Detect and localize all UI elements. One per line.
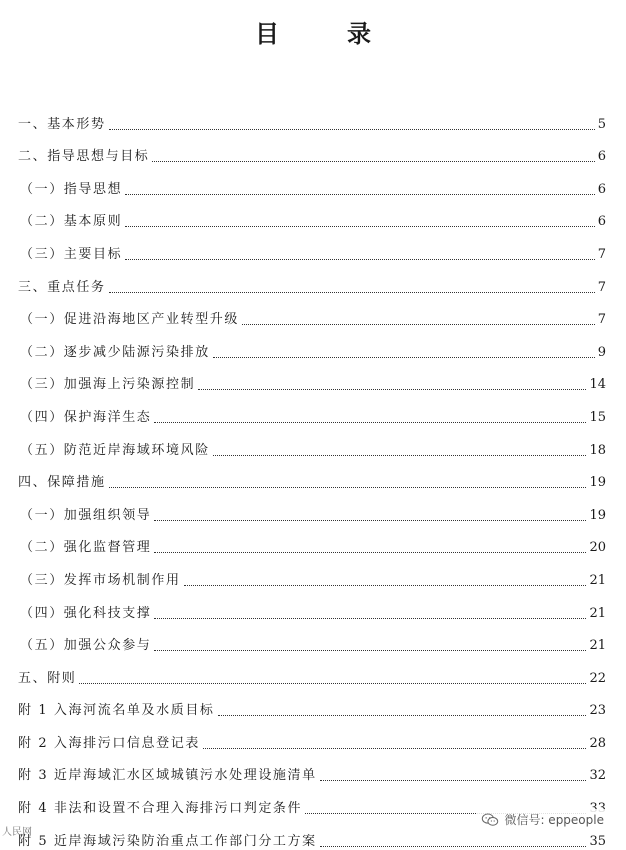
- toc-dot-leader: [154, 618, 586, 619]
- toc-dot-leader: [152, 161, 594, 162]
- table-of-contents: [18, 100, 606, 850]
- toc-page-number: 21: [589, 638, 606, 654]
- toc-entry-title: 附 4 非法和设置不合理入海排污口判定条件: [18, 801, 303, 817]
- toc-dot-leader: [198, 389, 586, 390]
- toc-page-number: 20: [589, 540, 606, 556]
- toc-dot-leader: [125, 226, 595, 227]
- toc-page-number: 14: [589, 377, 606, 393]
- toc-entry[interactable]: [18, 165, 606, 198]
- toc-entry-title: （五）加强公众参与: [20, 638, 152, 654]
- toc-dot-leader: [203, 748, 587, 749]
- toc-page-number: 23: [589, 703, 606, 719]
- toc-entry[interactable]: [18, 426, 606, 459]
- toc-entry[interactable]: [18, 752, 606, 785]
- toc-page-number: 6: [597, 214, 606, 230]
- toc-dot-leader: [242, 324, 595, 325]
- toc-entry-title: （一）促进沿海地区产业转型升级: [20, 312, 240, 328]
- toc-entry-title: 二、指导思想与目标: [18, 149, 150, 165]
- toc-page-number: 7: [597, 246, 606, 262]
- toc-entry-title: 附 2 入海排污口信息登记表: [18, 735, 200, 751]
- watermark-text: 微信号: eppeople: [504, 813, 604, 827]
- toc-page-number: 19: [589, 507, 606, 523]
- toc-page-number: 6: [597, 181, 606, 197]
- toc-dot-leader: [218, 715, 587, 716]
- toc-entry-title: （三）加强海上污染源控制: [20, 377, 196, 393]
- toc-page-number: 7: [597, 312, 606, 328]
- toc-entry-title: 附 5 近岸海域污染防治重点工作部门分工方案: [18, 833, 317, 849]
- toc-entry[interactable]: [18, 687, 606, 720]
- toc-entry-title: 五、附则: [18, 670, 77, 686]
- toc-dot-leader: [109, 487, 587, 488]
- toc-entry[interactable]: [18, 100, 606, 133]
- toc-entry-title: 附 3 近岸海域汇水区域城镇污水处理设施清单: [18, 768, 317, 784]
- toc-entry-title: （二）逐步减少陆源污染排放: [20, 344, 210, 360]
- toc-dot-leader: [154, 422, 586, 423]
- toc-entry[interactable]: [18, 263, 606, 296]
- corner-logo: 人民网: [2, 827, 32, 838]
- toc-dot-leader: [154, 552, 586, 553]
- toc-entry-title: （二）强化监督管理: [20, 540, 152, 556]
- toc-entry-title: （二）基本原则: [20, 214, 123, 230]
- toc-page-number: 7: [597, 279, 606, 295]
- toc-page-number: 19: [589, 475, 606, 491]
- toc-page-number: 18: [589, 442, 606, 458]
- toc-entry[interactable]: [18, 198, 606, 231]
- toc-dot-leader: [184, 585, 587, 586]
- toc-entry[interactable]: [18, 361, 606, 394]
- toc-entry[interactable]: [18, 328, 606, 361]
- toc-entry-title: 三、重点任务: [18, 279, 106, 295]
- toc-dot-leader: [154, 650, 586, 651]
- toc-entry[interactable]: [18, 230, 606, 263]
- toc-dot-leader: [79, 683, 586, 684]
- toc-entry-title: （四）强化科技支撑: [20, 605, 152, 621]
- toc-entry[interactable]: [18, 491, 606, 524]
- toc-entry[interactable]: [18, 556, 606, 589]
- toc-entry-title: （一）指导思想: [20, 181, 123, 197]
- toc-dot-leader: [320, 846, 587, 847]
- toc-entry[interactable]: [18, 622, 606, 655]
- wechat-icon: [481, 813, 499, 827]
- toc-dot-leader: [125, 259, 595, 260]
- toc-dot-leader: [109, 129, 595, 130]
- toc-entry-title: 一、基本形势: [18, 116, 106, 132]
- toc-page-number: 9: [597, 344, 606, 360]
- toc-entry[interactable]: [18, 589, 606, 622]
- toc-page-number: 5: [597, 116, 606, 132]
- toc-entry-title: （一）加强组织领导: [20, 507, 152, 523]
- toc-entry[interactable]: [18, 654, 606, 687]
- toc-page-number: 21: [589, 605, 606, 621]
- toc-entry-title: 附 1 入海河流名单及水质目标: [18, 703, 215, 719]
- document-title: 目 录: [255, 20, 393, 48]
- toc-entry[interactable]: [18, 459, 606, 492]
- toc-entry[interactable]: [18, 296, 606, 329]
- toc-entry[interactable]: [18, 524, 606, 557]
- toc-entry[interactable]: [18, 133, 606, 166]
- toc-dot-leader: [213, 455, 587, 456]
- toc-page-number: 28: [589, 735, 606, 751]
- toc-entry-title: （四）保护海洋生态: [20, 409, 152, 425]
- toc-dot-leader: [125, 194, 595, 195]
- toc-page-number: 21: [589, 572, 606, 588]
- toc-page-number: 32: [589, 768, 606, 784]
- toc-dot-leader: [154, 520, 586, 521]
- toc-entry[interactable]: [18, 393, 606, 426]
- wechat-watermark: [477, 809, 608, 830]
- toc-page-number: 35: [589, 833, 606, 849]
- toc-dot-leader: [109, 292, 595, 293]
- toc-dot-leader: [213, 357, 595, 358]
- toc-page-number: 6: [597, 149, 606, 165]
- toc-dot-leader: [320, 780, 587, 781]
- toc-entry-title: （三）发挥市场机制作用: [20, 572, 181, 588]
- toc-page-number: 22: [589, 670, 606, 686]
- toc-entry-title: 四、保障措施: [18, 475, 106, 491]
- toc-entry[interactable]: [18, 719, 606, 752]
- toc-entry-title: （三）主要目标: [20, 246, 123, 262]
- toc-entry-title: （五）防范近岸海域环境风险: [20, 442, 210, 458]
- toc-page-number: 15: [589, 409, 606, 425]
